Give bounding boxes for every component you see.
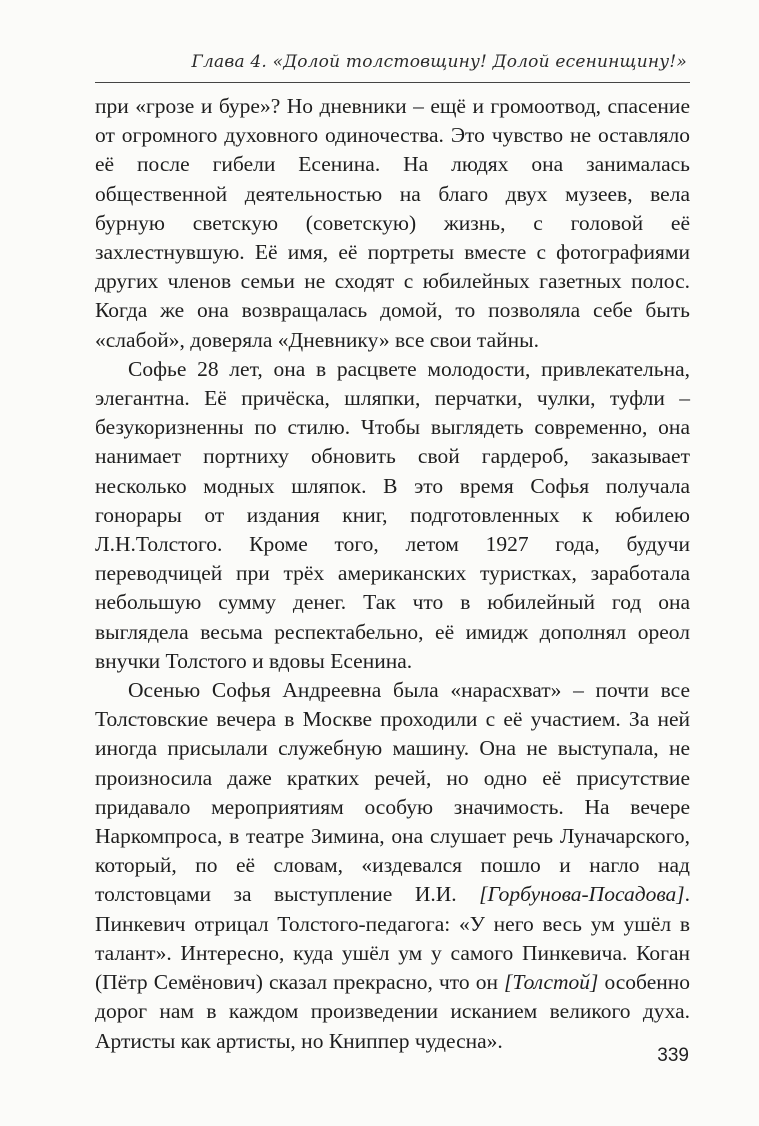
editorial-insertion: [Горбунова-Посадова]	[479, 882, 685, 907]
paragraph-text: Софье 28 лет, она в расцвете молодости, привлекательна, элегантна. Её причёска, шляпки, перчатки, чулки, туфли – безукоризненны по стилю. Чтобы выглядеть современно, она нанимает портниху обновить свой гардероб, заказывает несколько модных шляпок. В это время Софья получала гонорары от издания книг, подготовленных к юбилею Л.Н.Толстого. Кроме того, летом 1927 года, будучи переводчицей при трёх американских туристках, заработала небольшую сумму денег. Так что в юбилейный год она выглядела весьма респектабельно, её имидж дополнял ореол внучки Толстого и вдовы Есенина.	[95, 356, 690, 673]
page-number: 339	[657, 1045, 689, 1066]
paragraph	[95, 676, 690, 1056]
paragraph	[95, 92, 690, 355]
editorial-insertion: [Толстой]	[504, 970, 599, 995]
paragraph-text: при «грозе и буре»? Но дневники – ещё и громоотвод, спасение от огромного духовного одиночества. Это чувство не оставляло её после гибели Есенина. На людях она занималась общественной деятельностью на благо двух музеев, вела бурную светскую (советскую) жизнь, с головой её захлестнувшую. Её имя, её портреты вместе с фотографиями других членов семьи не сходят с юбилейных газетных полос. Когда же она возвращалась домой, то позволяла себе быть «слабой», доверяла «Дневнику» все свои тайны.	[95, 94, 690, 352]
paragraph-text: особенно дорог нам в каждом произведении исканием великого духа. Артисты как артисты, но Книппер чудесна».	[95, 970, 690, 1053]
paragraph-text: . Пинкевич отрицал Толстого-педагога: «У него весь ум ушёл в талант». Интересно, куда ушёл ум у самого Пинкевича. Коган (Пётр Семёнович) сказал прекрасно, что он	[95, 882, 690, 995]
body-text	[95, 92, 690, 1056]
running-head: Глава 4. «Долой толстовщину! Долой есенинщину!»	[191, 52, 687, 72]
paragraph	[95, 355, 690, 676]
paragraph-text: Осенью Софья Андреевна была «нарасхват» – почти все Толстовские вечера в Москве проходили с её участием. За ней иногда присылали служебную машину. Она не выступала, не произносила даже кратких речей, но одно её присутствие придавало мероприятиям особую значимость. На вечере Наркомпроса, в театре Зимина, она слушает речь Луначарского, который, по её словам, «издевался пошло и нагло над толстовцами за выступление И.И.	[95, 678, 690, 907]
header-rule	[95, 82, 690, 83]
